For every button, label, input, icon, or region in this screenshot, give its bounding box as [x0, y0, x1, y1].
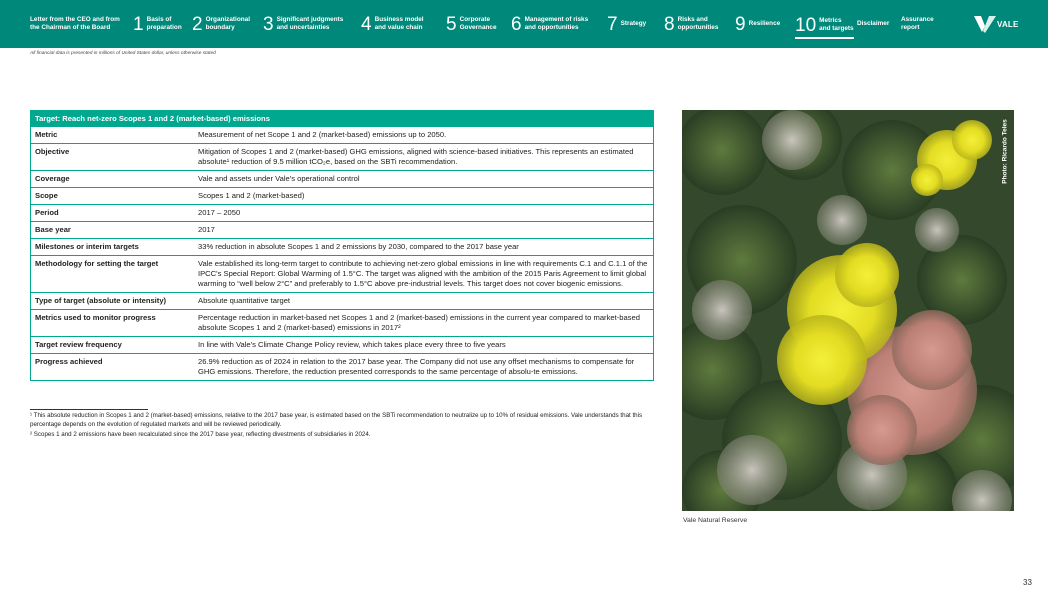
nav-basis-of-preparation[interactable]: [133, 0, 182, 48]
target-table: [30, 110, 654, 381]
table-row: [31, 292, 653, 309]
row-key: Scope: [35, 191, 58, 200]
row-key: Metrics used to monitor progress: [35, 313, 156, 322]
nav-management-of-risks[interactable]: [511, 0, 588, 48]
table-row: [31, 255, 653, 292]
nav-number: 3: [263, 13, 274, 35]
row-value: Measurement of net Scope 1 and 2 (market-based) emissions up to 2050.: [198, 130, 447, 139]
active-nav-underline: [795, 16, 854, 39]
nav-letter-ceo[interactable]: [30, 0, 120, 48]
nav-significant-judgments[interactable]: [263, 0, 343, 48]
row-value: In line with Vale's Climate Change Policy review, which takes place every three to five years: [198, 340, 506, 349]
row-key: Base year: [35, 225, 71, 234]
logo-wordmark: VALE: [997, 19, 1019, 29]
table-row: [31, 187, 653, 204]
page-number: 33: [1023, 578, 1032, 587]
vale-v-icon: [974, 15, 996, 33]
table-row: [31, 126, 653, 143]
table-title: Target: Reach net-zero Scopes 1 and 2 (market-based) emissions: [31, 111, 653, 126]
nav-label: Organizational boundary: [205, 15, 250, 31]
row-value: 2017 – 2050: [198, 208, 241, 217]
table-row: [31, 221, 653, 238]
nav-number: 1: [133, 13, 144, 35]
row-key: Type of target (absolute or intensity): [35, 296, 167, 305]
row-value: 33% reduction in absolute Scopes 1 and 2 emissions by 2030, compared to the 2017 base year: [198, 242, 519, 251]
row-value: Vale established its long-term target to contribute to achieving net-zero global emissions in line with requirements C.1 and C.1.1 of the IPCC's Special Report: Global Warming of 1.5°C. The target was aligned with the ambition of the 2015 Paris Agreement to limit global warming to “well below 2°C” and preferably to 1.5°C above pre-industrial levels. This target does not cover biogenic emissions.: [198, 259, 648, 288]
table-row: [31, 170, 653, 187]
nav-label: Business model and value chain: [374, 15, 424, 31]
row-key: Methodology for setting the target: [35, 259, 159, 268]
photo-caption: Vale Natural Reserve: [683, 517, 748, 524]
row-key: Period: [35, 208, 59, 217]
nav-metrics-and-targets[interactable]: [795, 0, 854, 48]
row-value: 26.9% reduction as of 2024 in relation to the 2017 base year. The Company did not use any offset mechanisms to compensate for GHG emissions. Therefore, the reduction presented corresponds to the same percentage of absolu-te emissions.: [198, 357, 635, 376]
row-value: 2017: [198, 225, 215, 234]
forest-aerial-photo: [682, 110, 1014, 511]
nav-disclaimer[interactable]: [857, 0, 889, 48]
currency-note: All financial data is presented in millions of United States dollar, unless otherwise stated: [30, 51, 216, 56]
table-row: [31, 353, 653, 380]
row-key: Milestones or interim targets: [35, 242, 139, 251]
nav-number: 4: [361, 13, 372, 35]
row-key: Metric: [35, 130, 58, 139]
row-value: Absolute quantitative target: [198, 296, 291, 305]
nav-label: Corporate Governance: [459, 15, 497, 31]
photo-credit: [1000, 118, 1008, 188]
footnote-1: ¹ This absolute reduction in Scopes 1 and 2 (market-based) emissions, relative to the 2017 base year, is estimated based on the SBTi recommendation to neutralize up to 10% of residual emissions. Vale understands that this percentage depends on the evolution of regulated markets and will be reviewed periodically.: [30, 412, 643, 428]
footnote-2: ² Scopes 1 and 2 emissions have been recalculated since the 2017 base year, reflecting divestments of subsidiaries in 2024.: [30, 431, 371, 438]
row-value: Percentage reduction in market-based net Scopes 1 and 2 (market-based) emissions in the current year compared to market-based absolute Scopes 1 and 2 (market-based) emissions in 2017²: [198, 313, 640, 332]
nav-number: 9: [735, 13, 746, 35]
nav-resilience[interactable]: [735, 0, 780, 48]
nav-risks-and-opportunities[interactable]: [664, 0, 718, 48]
nav-label: Significant judgments and uncertainties: [276, 15, 344, 31]
row-value: Vale and assets under Vale's operational control: [198, 174, 360, 183]
nav-label: Assurance report: [901, 15, 934, 31]
nav-number: 7: [607, 13, 618, 35]
nav-organizational-boundary[interactable]: [192, 0, 250, 48]
nav-label: Strategy: [620, 19, 647, 27]
nav-number: 6: [511, 13, 522, 35]
row-value: Mitigation of Scopes 1 and 2 (market-based) GHG emissions, aligned with science-based initiatives. This represents an estimated absolute¹ reduction of 9.5 million tCO₂e, based on the SBTi recommendation.: [198, 147, 634, 166]
table-row: [31, 336, 653, 353]
nav-label: Resilience: [748, 19, 781, 27]
nav-label: Letter from the CEO and from the Chairman of the Board: [30, 15, 120, 31]
table-row: [31, 204, 653, 221]
row-key: Target review frequency: [35, 340, 122, 349]
nav-number: 5: [446, 13, 457, 35]
row-key: Objective: [35, 147, 70, 156]
nav-number: 8: [664, 13, 675, 35]
nav-number: 2: [192, 13, 203, 35]
photo-credit-text: Photo: Ricardo Teles: [1001, 119, 1009, 184]
nav-number: 10: [795, 14, 817, 36]
nav-business-model[interactable]: [361, 0, 424, 48]
nav-assurance-report[interactable]: [901, 0, 934, 48]
top-navigation-bar: [0, 0, 1048, 48]
nav-label: Risks and opportunities: [677, 15, 719, 31]
row-value: Scopes 1 and 2 (market-based): [198, 191, 305, 200]
row-key: Coverage: [35, 174, 70, 183]
table-row: [31, 238, 653, 255]
nav-label: Metrics and targets: [819, 16, 854, 32]
nav-strategy[interactable]: [607, 0, 646, 48]
vale-logo[interactable]: [974, 15, 1019, 33]
forest-canopy-image: [682, 110, 1014, 511]
nav-label: Basis of preparation: [146, 15, 182, 31]
nav-label: Disclaimer: [857, 19, 890, 27]
nav-corporate-governance[interactable]: [446, 0, 497, 48]
row-key: Progress achieved: [35, 357, 103, 366]
footnote-divider: [30, 409, 148, 410]
table-row: [31, 309, 653, 336]
nav-label: Management of risks and opportunities: [524, 15, 589, 31]
table-row: [31, 143, 653, 170]
